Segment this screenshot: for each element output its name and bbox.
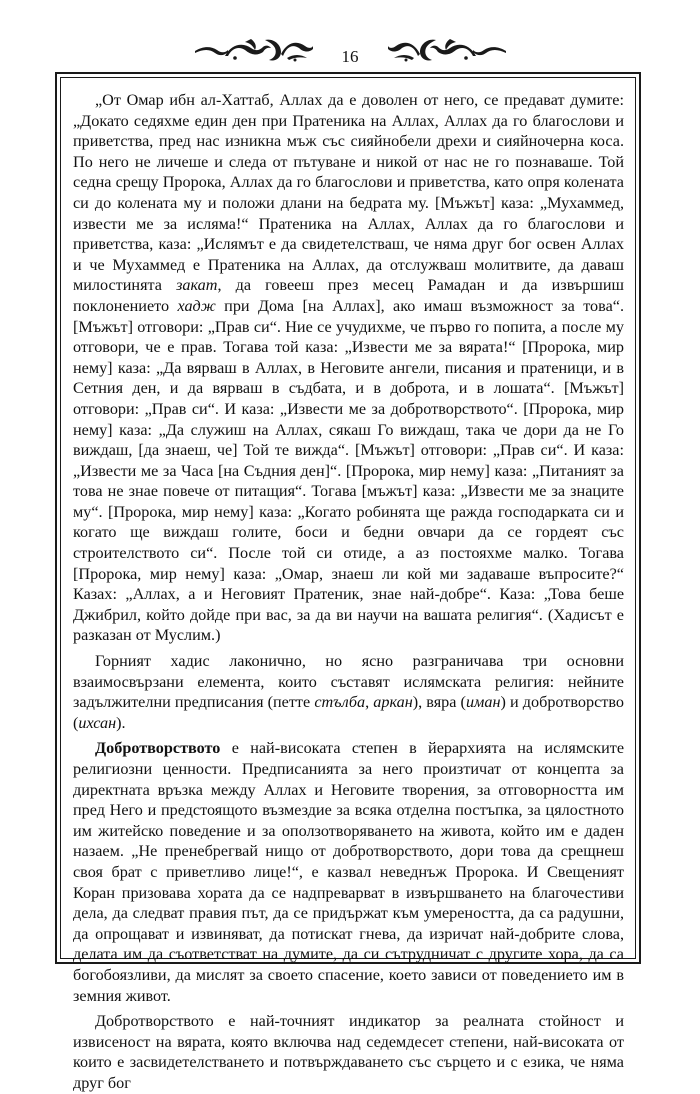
text-run: е най-високата степен в йерархията на ислямските религиозни ценности. Предписанията за него произтичат от концепта за директната връзка между Аллах и Неговите творения, за отговорността им пред Него и предстоящото възмездие за всяка отделна постъпка, за цялостното им житейско поведение и за оползотворяването на живота, който им е даден назаем. „Не пренебрегвай нищо от добротворството, дори това да срещнеш своя брат с приветливо лице!“, е казвал неведнъж Пророка. И Свещеният Коран призовава хората да се надпреварват в извършването на благочестиви дела, да следват правия път, да се придържат към умереността, да са радушни, да опрощават и извиняват, да потискат гнева, да изричат най-добрите слова, делата им да съответстват на думите, да си сътрудничат с другите хора, да са богобоязливи, да мислят за своето спасение, което зависи от поведението им в земния живот.: [73, 739, 624, 1005]
paragraph-summary: [73, 651, 624, 733]
paragraph-hadith: [73, 90, 624, 646]
bold-term: Добротворството: [95, 739, 221, 758]
text-run: ) и добротворство (: [73, 693, 624, 732]
italic-term: иман: [465, 693, 501, 712]
italic-term: закат: [176, 276, 218, 295]
text-run: Добротворството е най-точният индикатор за реалната стойност и извисеност на вярата, която включва над седемдесет степени, най-високата от които е засвидетелстването и потвърждаването със сърцето и с езика, че няма друг бог: [73, 1012, 624, 1092]
paragraph-indicator: [73, 1011, 624, 1093]
text-run: ).: [116, 713, 126, 732]
page-body: [73, 90, 624, 1094]
text-run: ), вяра (: [412, 693, 466, 712]
italic-term: хадж: [177, 296, 216, 315]
italic-term: аркан: [373, 693, 413, 712]
page-header: [0, 0, 700, 80]
ornament-left-icon: [195, 36, 313, 64]
paragraph-dobrotvorstvo: [73, 738, 624, 1006]
italic-term: ихсан: [78, 713, 117, 732]
text-run: при Дома [на Аллах], ако имаш възможност за това“. [Мъжът] отговори: „Прав си“. Ние се учудихме, че първо го попита, а после му отговори, че е прав. Тогава той каза: „Извести ме за вярата!“ [Пророка, мир нему] каза: „Да вярваш в Аллах, в Неговите ангели, писания и пратеници, и в Сетния ден, и да вярваш в съдбата, и в доброта, и в лошата“. [Мъжът] отговори: „Прав си“. И каза: „Извести ме за добротворството“. [Пророка, мир нему] каза: „Да служиш на Аллах, сякаш Го виждаш, така че дори да не Го виждаш, [да знаеш, че] Той те вижда“. [Мъжът] отговори: „Прав си“. И каза: „Извести ме за Часа [на Съдния ден]“. [Пророка, мир нему] каза: „Питаният за това не знае повече от питащия“. Тогава [мъжът] каза: „Извести ме за знаците му“. [Пророка, мир нему] каза: „Когато робинята ще ражда господарката си и когато ще виждаш голите, боси и бедни овчари да се гордеят със строителството си“. После той си отиде, а аз постояхме малко. Тогава [Пророка, мир нему] каза: „Омар, знаеш ли кой ми задаваше въпросите?“ Казах: „Аллах, а и Неговият Пратеник, знае най-добре“. Каза: „Това беше Джибрил, който дойде при вас, за да ви научи на вашата религия“. (Хадисът е разказан от Муслим.): [73, 296, 624, 645]
text-run: Горният хадис лаконично, но ясно разграничава три основни взаимосвързани елемента, които съставят ислямската религия: нейните задължителни предписания (петте: [73, 652, 624, 712]
text-run: , да говееш през месец Рамадан и да извършиш поклонението: [73, 276, 624, 315]
ornament-right-icon: [388, 36, 506, 64]
page-number: 16: [341, 47, 359, 66]
text-run: „От Омар ибн ал-Хаттаб, Аллах да е доволен от него, се предават думите: „Докато седяхме един ден при Пратеника на Аллах, Аллах да го благослови и приветства, пред нас изникна мъж със сияйнобели дрехи и сияйночерна коса. По него не личеше и следа от пътуване и никой от нас не го познаваше. Той седна срещу Пророка, Аллах да го благослови и приветства, като опря колената си до колената му и положи длани на бедрата му. [Мъжът] каза: „Мухаммед, извести ме за исляма!“ Пратеника на Аллах, Аллах да го благослови и приветства, каза: „Ислямът е да свидетелстваш, че няма друг бог освен Аллах и че Мухаммед е Пратеника на Аллах, да отслужваш молитвите, да даваш милостинята: [73, 91, 624, 295]
text-run: ,: [365, 693, 374, 712]
italic-term: стълба: [314, 693, 366, 712]
